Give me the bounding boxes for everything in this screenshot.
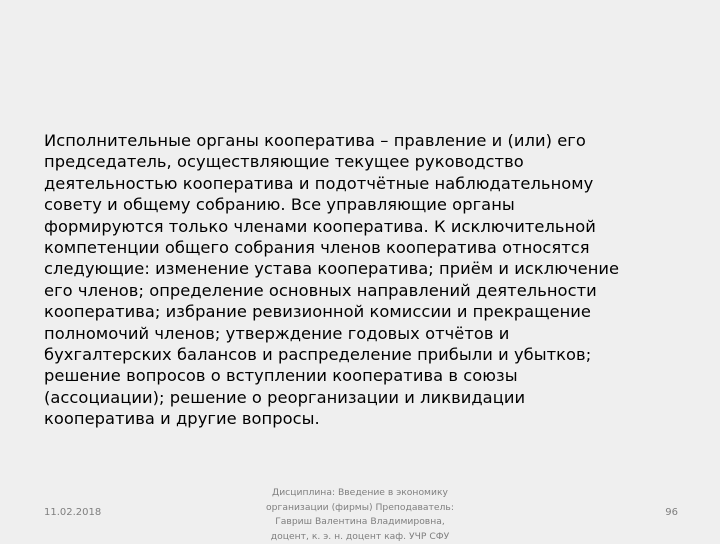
body-text-line: Исполнительные органы кооператива – правление и (или) его — [44, 131, 586, 150]
footer-info-line: Дисциплина: Введение в экономику — [272, 487, 448, 498]
body-text-line: председатель, осуществляющие текущее руководство — [44, 152, 524, 172]
body-text-line: кооператива; избрание ревизионной комиссии и прекращение — [44, 302, 591, 322]
footer-page-number: 96 — [665, 507, 678, 518]
body-text-line: кооператива и другие вопросы. — [44, 409, 320, 429]
footer-date: 11.02.2018 — [44, 507, 102, 518]
footer-info-line: доцент, к. э. н. доцент каф. УЧР СФУ — [270, 530, 450, 542]
body-text-line: деятельностью кооператива и подотчётные наблюдательному — [44, 173, 594, 193]
body-text-line: следующие: изменение устава кооператива; приём и исключение — [44, 259, 620, 279]
slide-body-text — [44, 130, 684, 430]
body-text-line: (ассоциации); решение о реорганизации и ликвидации — [44, 387, 526, 407]
body-text-line: компетенции общего собрания членов кооператива относятся — [44, 238, 590, 258]
footer-course-info — [240, 486, 480, 544]
body-text-line: решение вопросов о вступлении кооператива в союзы — [44, 366, 518, 386]
body-text-line: формируются только членами кооператива. К исключительной — [44, 216, 596, 236]
body-text-line: полномочий членов; утверждение годовых отчётов и — [44, 323, 510, 343]
footer-info-line: Гавриш Валентина Владимировна, — [275, 516, 445, 528]
body-text-line: бухгалтерских балансов и распределение прибыли и убытков; — [44, 345, 592, 365]
footer-info-line: организации (фирмы) Преподаватель: — [266, 501, 454, 513]
body-text-line: его членов; определение основных направлений деятельности — [44, 280, 597, 300]
body-text-line: совету и общему собранию. Все управляющие органы — [44, 195, 515, 215]
